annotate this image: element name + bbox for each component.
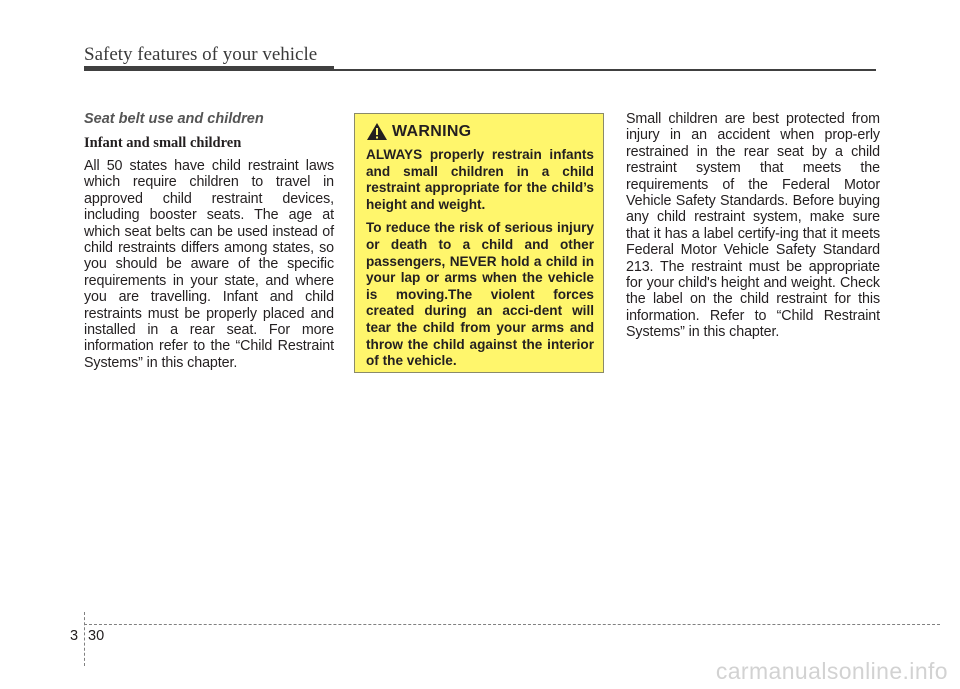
left-column [84, 111, 334, 371]
footer-rule [84, 624, 940, 625]
section-title: Seat belt use and children [84, 111, 264, 127]
page-header-title: Safety features of your vehicle [84, 44, 318, 65]
warning-paragraph-1: ALWAYS properly restrain infants and small children in a child restraint appropriate for the child’s height and weight. [366, 147, 594, 212]
warning-triangle-icon [366, 122, 388, 141]
watermark: carmanualsonline.info [715, 658, 948, 684]
left-paragraph: All 50 states have child restraint laws which require children to travel in approved child restraint devices, including booster seats. The age at which seat belts can be used instead of child restraints differs among states, so you should be aware of the specific requirements in your state, and where you are travelling. Infant and child restraints must be properly placed and installed in a rear seat. For more information refer to the “Child Restraint Systems” in this chapter. [84, 158, 334, 371]
right-paragraph: Small children are best protected from injury in an accident when prop-erly restrained in the rear seat by a child restraint system that meets the requirements of the Federal Motor Vehicle Safety Standards. Before buying any child restraint system, make sure that it has a label certify-ing that it meets Federal Motor Vehicle Safety Standard 213. The restraint must be appropriate for your child's height and weight. Check the label on the child restraint for this information. Refer to “Child Restraint Systems” in this chapter. [626, 111, 880, 341]
warning-title: WARNING [392, 122, 472, 140]
subheading: Infant and small children [84, 135, 242, 151]
header-rule-thick [84, 66, 334, 71]
warning-paragraph-2: To reduce the risk of serious injury or death to a child and other passengers, NEVER hold a child in your lap or arms when the vehicle is moving.The violent forces created during an acci-dent will tear the child from your arms and throw the child against the interior of the vehicle. [366, 220, 594, 369]
warning-box [354, 113, 604, 373]
warning-header [366, 122, 594, 141]
footer-divider [84, 612, 85, 666]
header-rule-thin [334, 69, 876, 71]
right-column [626, 111, 880, 341]
page-number: 30 [88, 628, 105, 644]
chapter-number: 3 [70, 628, 79, 644]
